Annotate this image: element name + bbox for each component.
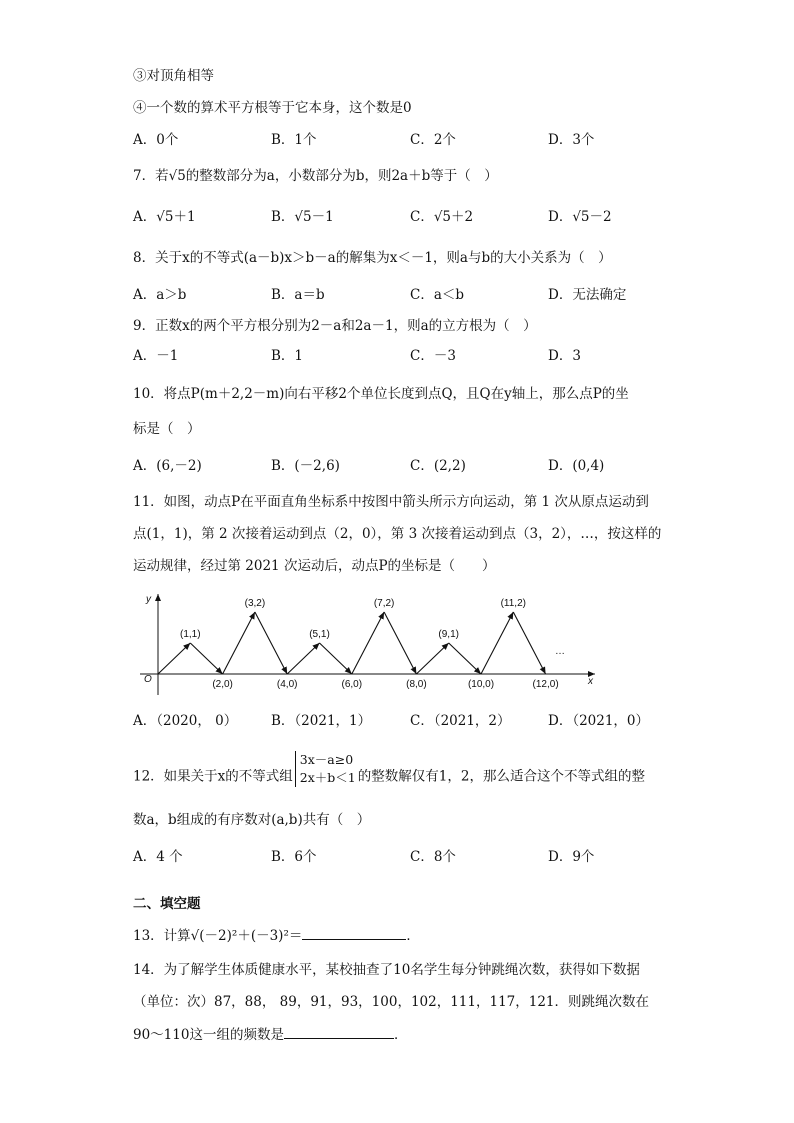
q10-option-c: C．(2,2) bbox=[410, 458, 466, 474]
section-heading: 二、填空题 bbox=[133, 896, 201, 912]
inequality-system bbox=[295, 751, 356, 787]
q8-option-b: B．a＝b bbox=[271, 287, 325, 303]
q11-option-a: A．（2020， 0） bbox=[133, 713, 238, 729]
q8-option-a: A．a＞b bbox=[133, 287, 187, 303]
q12-option-a: A．4 个 bbox=[133, 849, 183, 865]
q9-option-a: A．－1 bbox=[133, 348, 179, 364]
question-11-line-3: 运动规律，经过第 2021 次运动后，动点P的坐标是（ ） bbox=[133, 558, 496, 574]
path-segment bbox=[513, 612, 545, 674]
q10-option-a: A．(6,－2) bbox=[133, 458, 202, 474]
path-segment bbox=[255, 612, 287, 674]
point-label: (8,0) bbox=[406, 679, 427, 690]
statement-4: ④一个数的算术平方根等于它本身，这个数是0 bbox=[133, 100, 412, 116]
q12-prefix: 12．如果关于x的不等式组 bbox=[133, 768, 293, 785]
q11-option-b: B．（2021，1） bbox=[271, 713, 372, 729]
q12-option-c: C．8个 bbox=[410, 849, 456, 865]
q9-option-d: D．3 bbox=[548, 348, 581, 364]
point-label: (3,2) bbox=[244, 598, 266, 609]
point-label: (6,0) bbox=[341, 679, 363, 690]
path-segment bbox=[352, 612, 384, 674]
q12-option-b: B．6个 bbox=[271, 849, 317, 865]
path-segment bbox=[384, 612, 416, 674]
q7-option-a: A．√5＋1 bbox=[133, 209, 196, 225]
question-11-line-2: 点(1，1)，第 2 次接着运动到点（2，0），第 3 次接着运动到点（3，2），…，按这样的 bbox=[133, 526, 662, 542]
question-14-line-3 bbox=[133, 1024, 407, 1045]
question-9: 9．正数x的两个平方根分别为2－a和2a－1，则a的立方根为（ ） bbox=[133, 318, 537, 334]
point-label: (11,2) bbox=[500, 598, 526, 609]
path-segment bbox=[320, 643, 352, 674]
q13-period: ． bbox=[406, 928, 420, 944]
question-13 bbox=[133, 925, 420, 946]
q13-text: 13．计算√(－2)²＋(－3)²＝ bbox=[133, 928, 303, 944]
point-label: (2,0) bbox=[212, 679, 233, 690]
question-10-line-1: 10．将点P(m＋2,2－m)向右平移2个单位长度到点Q，且Q在y轴上，那么点P的坐 bbox=[133, 386, 629, 402]
q6-option-a: A．0个 bbox=[133, 132, 179, 148]
question-12-line-1 bbox=[133, 752, 645, 795]
ellipsis: … bbox=[555, 646, 565, 657]
q6-option-d: D．3个 bbox=[548, 132, 595, 148]
point-label: (5,1) bbox=[309, 629, 330, 640]
q8-option-c: C．a＜b bbox=[410, 287, 465, 303]
q6-option-c: C．2个 bbox=[410, 132, 456, 148]
q14-answer-blank[interactable] bbox=[284, 1024, 394, 1039]
q10-option-b: B．(－2,6) bbox=[271, 458, 340, 474]
path-segment bbox=[158, 643, 190, 674]
q6-option-b: B．1个 bbox=[271, 132, 317, 148]
point-label: (4,0) bbox=[276, 679, 298, 690]
motion-path-figure bbox=[130, 590, 600, 700]
q13-answer-blank[interactable] bbox=[302, 925, 406, 940]
q9-option-c: C．－3 bbox=[410, 348, 456, 364]
q11-option-d: D．（2021，0） bbox=[548, 713, 650, 729]
statement-3: ③对顶角相等 bbox=[133, 68, 214, 84]
question-12-line-2: 数a，b组成的有序数对(a,b)共有（ ） bbox=[133, 812, 371, 828]
q7-option-d: D．√5－2 bbox=[548, 209, 612, 225]
point-label: (12,0) bbox=[532, 679, 559, 690]
point-label: (1,1) bbox=[180, 629, 201, 640]
question-14-line-2: （单位：次）87，88， 89，91，93，100，102，111，117，121．则跳绳次数在 bbox=[133, 994, 650, 1010]
point-label: (10,0) bbox=[467, 679, 495, 690]
q14-period: ． bbox=[393, 1027, 408, 1043]
inequality-1: 3x－a≥0 bbox=[299, 752, 354, 767]
q9-option-b: B．1 bbox=[271, 348, 304, 364]
question-11-line-1: 11．如图，动点P在平面直角坐标系中按图中箭头所示方向运动，第 1 次从原点运动到 bbox=[133, 494, 649, 510]
path-segment bbox=[449, 643, 481, 674]
path-segment bbox=[287, 643, 319, 674]
inequality-2: 2x＋b＜1 bbox=[299, 770, 356, 785]
point-label: (7,2) bbox=[373, 598, 395, 609]
path-segment bbox=[190, 643, 222, 674]
path-segment bbox=[481, 612, 513, 674]
y-axis-label: y bbox=[146, 594, 151, 605]
path-segment bbox=[416, 643, 448, 674]
q10-option-d: D．(0,4) bbox=[548, 458, 605, 474]
question-10-line-2: 标是（ ） bbox=[133, 421, 201, 437]
q14-text: 90～110这一组的频数是 bbox=[133, 1027, 284, 1043]
motion-path bbox=[158, 612, 546, 674]
q12-option-d: D．9个 bbox=[548, 849, 595, 865]
x-axis-label: x bbox=[588, 676, 593, 687]
q12-suffix: 的整数解仅有1，2，那么适合这个不等式组的整 bbox=[357, 768, 645, 785]
q7-option-b: B．√5－1 bbox=[271, 209, 334, 225]
question-14-line-1: 14．为了解学生体质健康水平，某校抽查了10名学生每分钟跳绳次数，获得如下数据 bbox=[133, 962, 640, 978]
question-8: 8．关于x的不等式(a－b)x＞b－a的解集为x＜－1，则a与b的大小关系为（ ） bbox=[133, 250, 612, 266]
q8-option-d: D．无法确定 bbox=[548, 287, 627, 303]
q11-option-c: C．（2021，2） bbox=[410, 713, 511, 729]
path-segment bbox=[223, 612, 255, 674]
origin-label: O bbox=[144, 674, 152, 685]
point-label: (9,1) bbox=[438, 629, 459, 640]
q7-option-c: C．√5＋2 bbox=[410, 209, 474, 225]
question-7: 7．若√5的整数部分为a，小数部分为b，则2a＋b等于（ ） bbox=[133, 168, 498, 184]
